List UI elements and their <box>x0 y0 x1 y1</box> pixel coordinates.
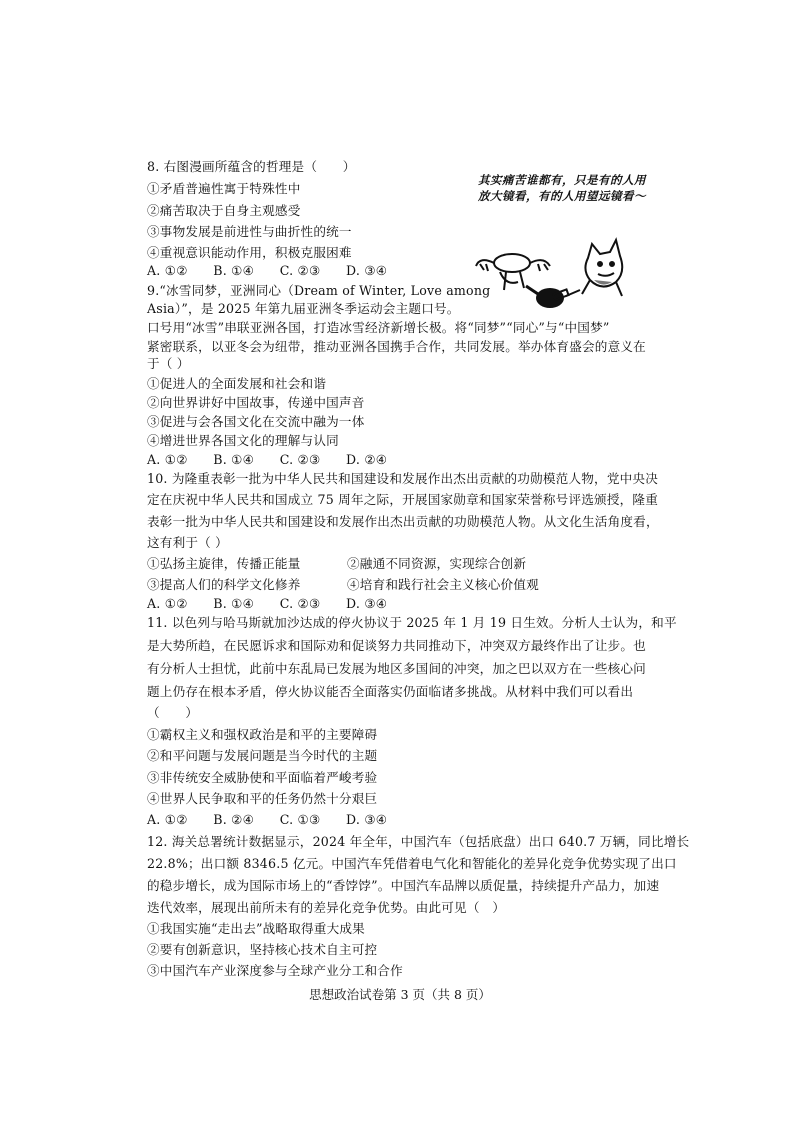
q9-stem-line-5: 于（ ） <box>147 356 190 371</box>
q11-option-2: ②和平问题与发展问题是当今时代的主题 <box>147 748 378 763</box>
q11-option-4: ④世界人民争取和平的任务仍然十分艰巨 <box>147 791 378 806</box>
cartoon-caption: 其实痛苦谁都有，只是有的人用放大镜看，有的人用望远镜看～ <box>478 173 646 203</box>
q10-option-4: ④培育和践行社会主义核心价值观 <box>347 577 539 592</box>
q12-stem-line-2: 22.8%；出口额 8346.5 亿元。中国汽车凭借着电气化和智能化的差异化竞争优势实现了出口 <box>147 856 677 871</box>
q10-option-1: ①弘扬主旋律，传播正能量 <box>147 556 301 571</box>
q9-answer-choices: A. ①② B. ①④ C. ②③ D. ②④ <box>147 452 388 467</box>
q9-option-2: ②向世界讲好中国故事，传递中国声音 <box>147 395 365 410</box>
q10-answer-choices: A. ①② B. ①④ C. ②③ D. ③④ <box>147 596 388 611</box>
q8-option-3: ③事物发展是前进性与曲折性的统一 <box>147 224 352 239</box>
q8-answer-choices: A. ①② B. ①④ C. ②③ D. ③④ <box>147 263 388 278</box>
cartoon-illustration <box>470 168 650 318</box>
q9-stem-line-4: 紧密联系，以亚冬会为纽带，推动亚洲各国携手合作，共同发展。举办体育盛会的意义在 <box>147 339 646 354</box>
q10-stem-line-2: 定在庆祝中华人民共和国成立 75 周年之际，开展国家勋章和国家荣誉称号评选颁授，隆重 <box>147 492 658 507</box>
q10-options-row-2 <box>147 576 539 593</box>
q12-stem-line-4: 迭代效率，展现出前所未有的差异化竞争优势。由此可见（ ） <box>147 900 506 915</box>
q9-option-4: ④增进世界各国文化的理解与认同 <box>147 433 339 448</box>
q12-stem-line-3: 的稳步增长，成为国际市场上的“香饽饽”。中国汽车品牌以质促量，持续提升产品力，加速 <box>147 878 660 893</box>
q9-option-1: ①促进人的全面发展和社会和谐 <box>147 376 327 391</box>
q9-stem-line-2: Asia）”，是 2025 年第九届亚洲冬季运动会主题口号。 <box>147 301 460 316</box>
q12-stem-line-1: 12. 海关总署统计数据显示，2024 年全年，中国汽车（包括底盘）出口 640.7 万辆，同比增长 <box>147 834 690 849</box>
q11-stem-line-5: （ ） <box>147 705 199 720</box>
q9-stem-line-3: 口号用“冰雪”串联亚洲各国，打造冰雪经济新增长极。将“同梦”“同心”与“中国梦” <box>147 320 610 335</box>
q8-stem: 8. 右图漫画所蕴含的哲理是（ ） <box>147 159 356 174</box>
q12-option-1: ①我国实施“走出去”战略取得重大成果 <box>147 921 365 936</box>
q10-option-3: ③提高人们的科学文化修养 <box>147 577 301 592</box>
q9-stem-line-1: 9.“冰雪同梦，亚洲同心（Dream of Winter, Love among <box>147 283 491 298</box>
q10-stem-line-1: 10. 为隆重表彰一批为中华人民共和国建设和发展作出杰出贡献的功勋模范人物，党中央决 <box>147 471 658 486</box>
q11-stem-line-2: 是大势所趋，在民愿诉求和国际劝和促谈努力共同推动下，冲突双方最终作出了让步。也 <box>147 638 646 653</box>
q11-stem-line-1: 11. 以色列与哈马斯就加沙达成的停火协议于 2025 年 1 月 19 日生效。分析人士认为，和平 <box>147 615 677 630</box>
q10-stem-line-3: 表彰一批为中华人民共和国建设和发展作出杰出贡献的功勋模范人物。从文化生活角度看， <box>147 514 659 529</box>
q8-option-4: ④重视意识能动作用，积极克服困难 <box>147 245 352 260</box>
q12-option-3: ③中国汽车产业深度参与全球产业分工和合作 <box>147 963 403 978</box>
q11-option-1: ①霸权主义和强权政治是和平的主要障碍 <box>147 727 378 742</box>
q8-option-2: ②痛苦取决于自身主观感受 <box>147 203 301 218</box>
q12-option-2: ②要有创新意识，坚持核心技术自主可控 <box>147 942 378 957</box>
q8-option-1: ①矛盾普遍性寓于特殊性中 <box>147 181 301 196</box>
q11-option-3: ③非传统安全威胁使和平面临着严峻考验 <box>147 770 378 785</box>
cartoon-drawing <box>470 168 650 318</box>
page-footer: 思想政治试卷第 3 页（共 8 页） <box>309 987 491 1002</box>
q11-answer-choices: A. ①② B. ②④ C. ①③ D. ③④ <box>147 812 388 827</box>
q11-stem-line-3: 有分析人士担忧，此前中东乱局已发展为地区多国间的冲突，加之巴以双方在一些核心问 <box>147 661 646 676</box>
q11-stem-line-4: 题上仍存在根本矛盾，停火协议能否全面落实仍面临诸多挑战。从材料中我们可以看出 <box>147 684 634 699</box>
q9-option-3: ③促进与会各国文化在交流中融为一体 <box>147 414 365 429</box>
q10-stem-line-4: 这有利于（ ） <box>147 535 228 550</box>
q10-options-row-1 <box>147 555 527 572</box>
q10-option-2: ②融通不同资源，实现综合创新 <box>347 556 527 571</box>
